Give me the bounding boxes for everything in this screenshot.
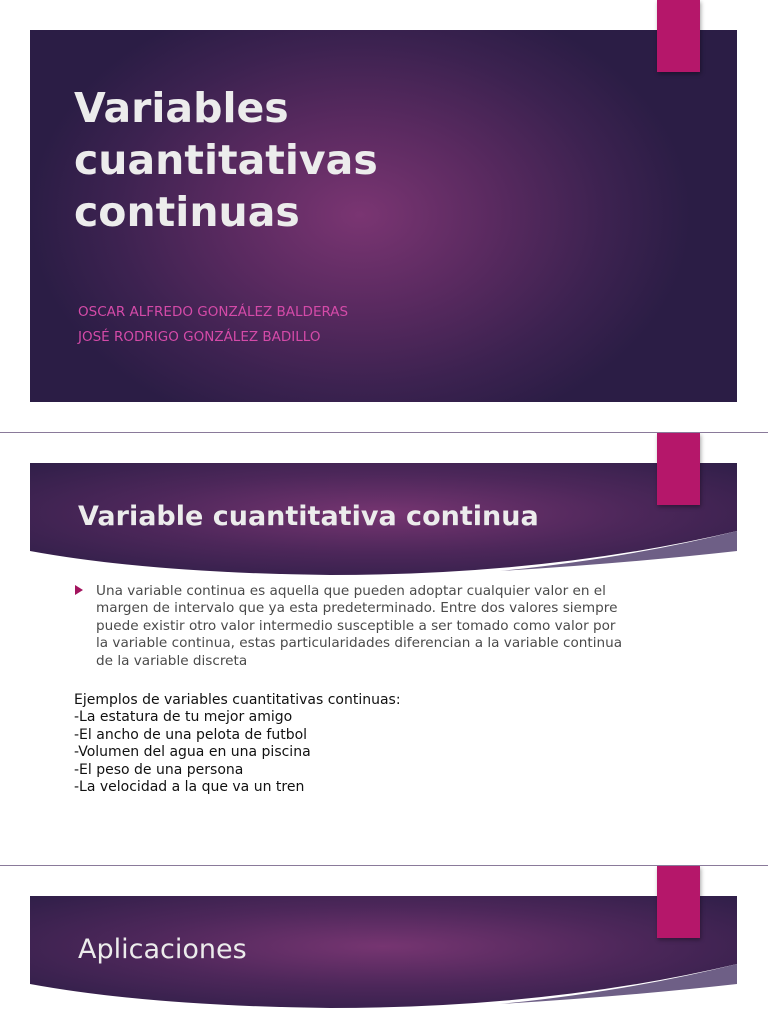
- accent-tab: [657, 866, 700, 938]
- examples-block: [74, 692, 634, 796]
- slide-banner: [30, 463, 737, 575]
- author-2: JOSÉ RODRIGO GONZÁLEZ BADILLO: [78, 329, 321, 345]
- slide-applications: [0, 866, 768, 1024]
- accent-tab: [657, 433, 700, 505]
- example-item: -La estatura de tu mejor amigo: [74, 709, 293, 726]
- examples-heading: Ejemplos de variables cuantitativas continuas:: [74, 692, 401, 708]
- bullet-triangle-icon: [75, 585, 83, 595]
- slide-title-text: Aplicaciones: [78, 934, 247, 965]
- definition-paragraph: Una variable continua es aquella que pueden adoptar cualquier valor en el margen de intervalo que ya esta predeterminado. Entre dos valores siempre puede existir otro valor intermedio susceptible a ser tomado como valor por la variable continua, estas particularidades diferencian a la variable continua de la variable discreta: [96, 583, 623, 669]
- example-item: -El ancho de una pelota de futbol: [74, 726, 308, 743]
- example-item: -La velocidad a la que va un tren: [74, 779, 305, 796]
- presentation-title: Variables cuantitativas continuas: [74, 84, 378, 236]
- slide-title-text: Variable cuantitativa continua: [78, 501, 539, 532]
- example-item: -Volumen del agua en una piscina: [74, 744, 311, 761]
- accent-tab: [657, 0, 700, 72]
- slide-banner: [30, 896, 737, 1008]
- example-item: -El peso de una persona: [74, 761, 244, 778]
- author-1: OSCAR ALFREDO GONZÁLEZ BALDERAS: [78, 304, 349, 320]
- slide-title: [0, 0, 768, 432]
